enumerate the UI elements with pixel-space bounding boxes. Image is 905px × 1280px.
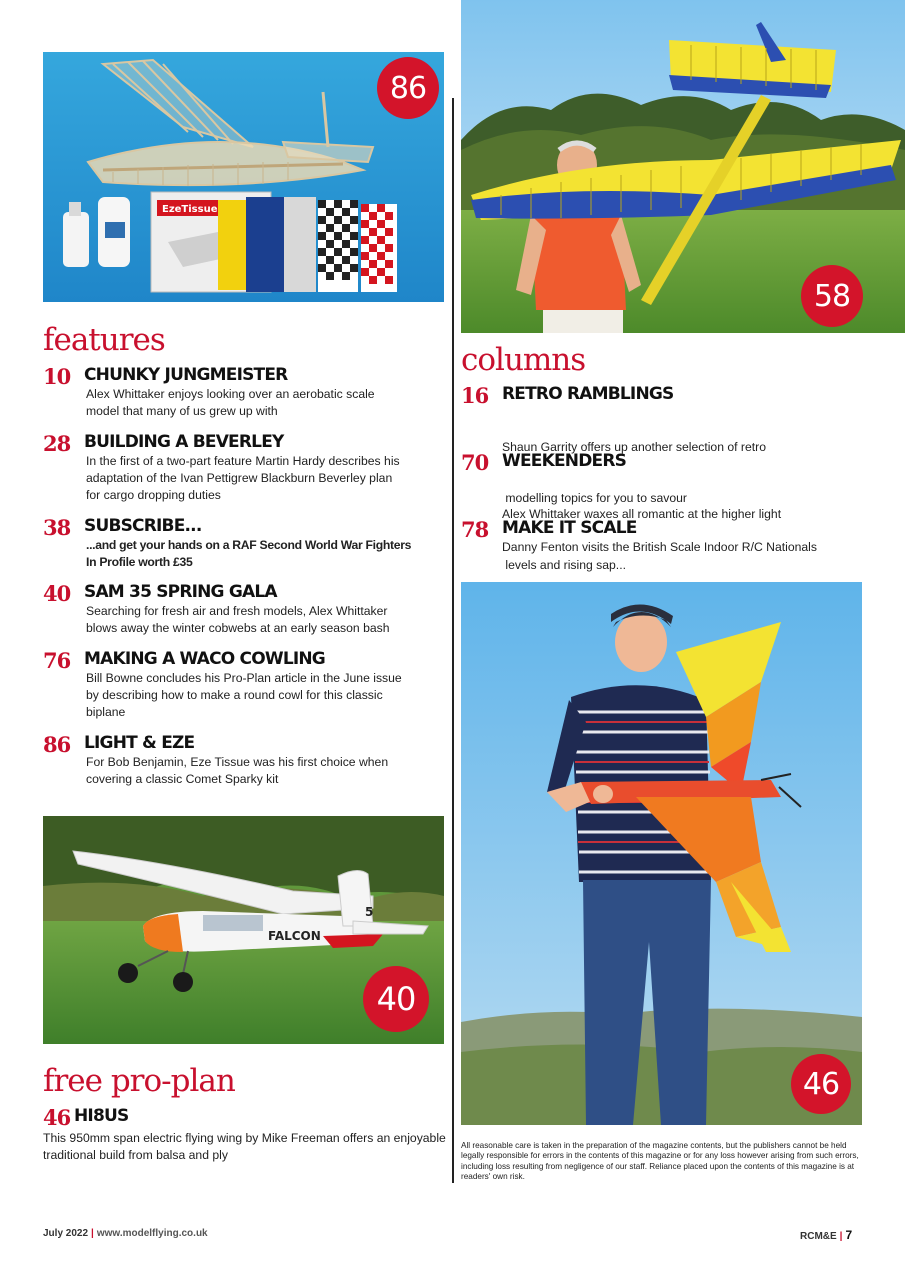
- feature-entry-38[interactable]: [43, 515, 443, 573]
- features-heading: features: [43, 322, 165, 358]
- disclaimer-text: All reasonable care is taken in the preparation of the magazine contents, but the publishers cannot be held legally responsible for errors in the contents of this magazine or for any loss however arising from such errors, including loss resulting from negligence of our staff. Reliance placed upon the contents of this magazine is at readers' own risk.: [461, 1141, 859, 1182]
- feature-entry-28[interactable]: [43, 431, 443, 507]
- feature-title: SAM 35 SPRING GALA: [84, 582, 277, 602]
- feature-title: LIGHT & EZE: [84, 733, 195, 753]
- column-title: WEEKENDERS: [502, 451, 627, 471]
- footer-separator: |: [91, 1228, 94, 1239]
- column-page-number: 70: [461, 450, 489, 475]
- falcon-page-badge: 40: [363, 966, 429, 1032]
- glider-photo: [461, 0, 905, 333]
- feature-page-number: 86: [43, 732, 71, 757]
- wing-page-badge: 46: [791, 1054, 851, 1114]
- feature-page-number: 76: [43, 648, 71, 673]
- proplan-entry[interactable]: [43, 1105, 453, 1165]
- feature-description: Bill Bowne concludes his Pro-Plan article in the June issue by describing how to make a round cowl for this classic biplane: [86, 671, 402, 719]
- proplan-heading: free pro-plan: [43, 1063, 235, 1099]
- feature-description: Alex Whittaker enjoys looking over an aerobatic scale model that many of us grew up with: [86, 387, 375, 418]
- column-divider: [452, 98, 454, 1183]
- footer-separator: |: [839, 1231, 843, 1242]
- footer-url[interactable]: www.modelflying.co.uk: [96, 1228, 208, 1239]
- feature-entry-40[interactable]: [43, 581, 443, 639]
- eze-packet-label: EzeTissue: [162, 204, 218, 215]
- feature-entry-86[interactable]: [43, 732, 443, 790]
- feature-page-number: 28: [43, 431, 71, 456]
- feature-title: SUBSCRIBE...: [84, 516, 202, 536]
- footer-date: July 2022: [43, 1228, 89, 1239]
- falcon-photo: [43, 816, 444, 1044]
- feature-entry-76[interactable]: [43, 648, 443, 724]
- feature-entry-10[interactable]: [43, 364, 443, 424]
- column-description: Shaun Garrity offers up another selection of retro modelling topics for you to savour: [502, 440, 766, 505]
- feature-description: In the first of a two-part feature Martin Hardy describes his adaptation of the Ivan Pettigrew Blackburn Beverley plan for cargo dropping duties: [86, 454, 400, 502]
- footer-right: [800, 1228, 852, 1242]
- column-page-number: 78: [461, 517, 489, 542]
- footer-magazine: RCM&E: [800, 1231, 837, 1242]
- feature-page-number: 40: [43, 581, 71, 606]
- falcon-label: FALCON: [268, 929, 321, 943]
- kit-page-badge: 86: [377, 57, 439, 119]
- feature-description: ...and get your hands on a RAF Second World War Fighters In Profile worth £35: [86, 538, 412, 569]
- column-page-number: 16: [461, 383, 489, 408]
- proplan-page-number: 46: [43, 1105, 71, 1130]
- feature-title: CHUNKY JUNGMEISTER: [84, 365, 288, 385]
- feature-page-number: 38: [43, 515, 71, 540]
- footer-page-number: 7: [845, 1228, 853, 1242]
- feature-title: MAKING A WACO COWLING: [84, 649, 325, 669]
- columns-heading: columns: [461, 342, 586, 378]
- column-description: Danny Fenton visits the British Scale Indoor R/C Nationals: [502, 540, 817, 554]
- glider-page-badge: 58: [801, 265, 863, 327]
- footer-left: [43, 1228, 208, 1239]
- feature-description: Searching for fresh air and fresh models, Alex Whittaker blows away the winter cobwebs at an early season bash: [86, 604, 390, 635]
- column-description: Alex Whittaker waxes all romantic at the higher light levels and rising sap...: [502, 507, 782, 572]
- kit-photo: [43, 52, 444, 302]
- falcon-tail-number: 5: [365, 905, 374, 919]
- feature-description: For Bob Benjamin, Eze Tissue was his first choice when covering a classic Comet Sparky kit: [86, 755, 389, 786]
- column-entry-78[interactable]: [461, 517, 881, 559]
- proplan-description: This 950mm span electric flying wing by Mike Freeman offers an enjoyable traditional build from balsa and ply: [43, 1131, 446, 1162]
- flying-wing-photo: [461, 582, 862, 1125]
- feature-page-number: 10: [43, 364, 71, 389]
- feature-title: BUILDING A BEVERLEY: [84, 432, 284, 452]
- column-title: MAKE IT SCALE: [502, 518, 637, 538]
- proplan-title: HI8US: [74, 1106, 129, 1126]
- column-title: RETRO RAMBLINGS: [502, 384, 674, 404]
